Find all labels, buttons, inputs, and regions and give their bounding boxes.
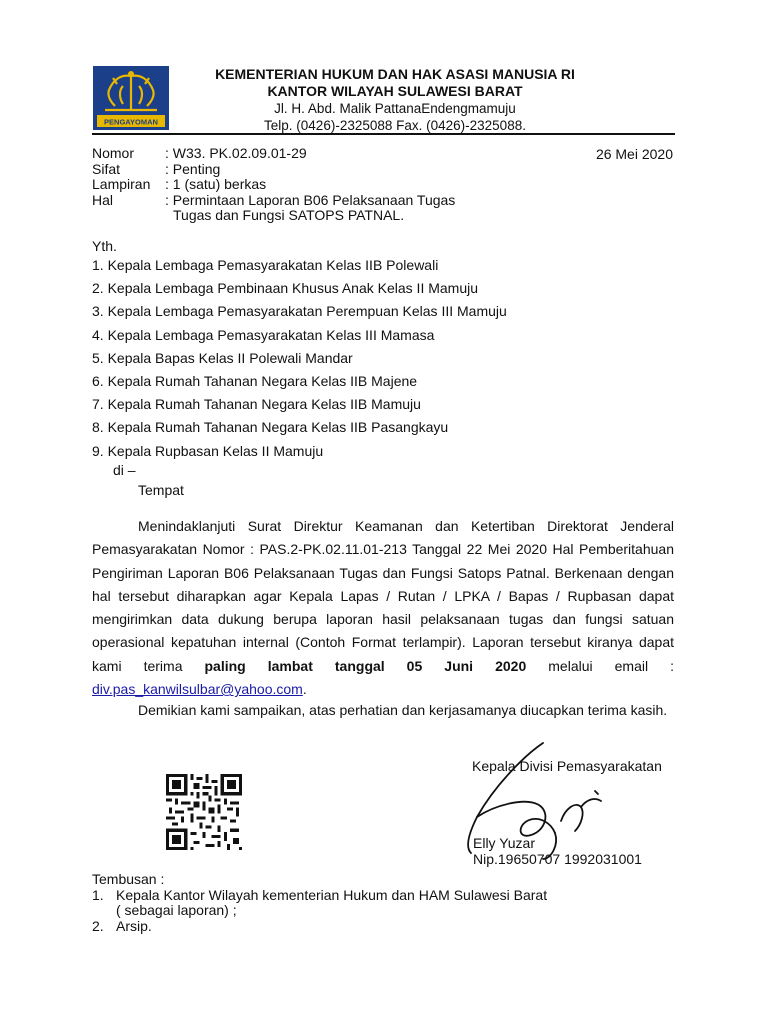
- list-item: 7. Kepala Rumah Tahanan Negara Kelas IIB Mamuju: [92, 396, 421, 413]
- recipients-di: di –: [113, 462, 136, 478]
- signatory-title: Kepala Divisi Pemasyarakatan: [472, 758, 662, 774]
- list-item: 2. Kepala Lembaga Pembinaan Khusus Anak Kelas II Mamuju: [92, 280, 479, 297]
- recipients-greeting: Yth.: [92, 238, 117, 254]
- list-item: 5. Kepala Bapas Kelas II Polewali Mandar: [92, 349, 353, 366]
- hal-label: Hal: [92, 191, 114, 208]
- closing-text: Demikian kami sampaikan, atas perhatian dan kerjasamanya diucapkan terima kasih.: [138, 702, 668, 718]
- tembusan-block: [92, 872, 547, 934]
- lampiran-label: Lampiran: [92, 176, 151, 192]
- tembusan-num: 2.: [92, 917, 104, 934]
- sifat-value: : Penting: [165, 160, 221, 177]
- deadline-text: paling lambat tanggal 05 Juni 2020: [204, 657, 527, 674]
- body-paragraph-2: [92, 699, 674, 722]
- office-address: Jl. H. Abd. Malik PattanaEndengmamuju: [274, 101, 516, 116]
- sifat-label: Sifat: [92, 160, 121, 177]
- header-rule: [92, 133, 675, 135]
- list-item: 9. Kepala Rupbasan Kelas II Mamuju: [92, 442, 324, 459]
- list-item: 8. Kepala Rumah Tahanan Negara Kelas IIB Pasangkayu: [92, 419, 449, 436]
- letter-date: 26 Mei 2020: [595, 146, 673, 162]
- list-item: 1. Kepala Lembaga Pemasyarakatan Kelas IIB Polewali: [92, 257, 439, 273]
- tembusan-num: 1.: [92, 886, 104, 903]
- nomor-value: : W33. PK.02.09.01-29: [165, 145, 307, 161]
- office-contact: Telp. (0426)-2325088 Fax. (0426)-2325088.: [264, 118, 526, 133]
- list-item: Kepala Kantor Wilayah kementerian Hukum dan HAM Sulawesi Barat: [116, 886, 548, 903]
- recipients-tempat: Tempat: [138, 482, 184, 498]
- svg-text:PENGAYOMAN: PENGAYOMAN: [104, 117, 158, 127]
- list-item: 3. Kepala Lembaga Pemasyarakatan Perempuan Kelas III Mamuju: [92, 303, 507, 320]
- hal-value: : Permintaan Laporan B06 Pelaksanaan Tugas: [165, 191, 456, 208]
- list-item: Arsip.: [116, 917, 152, 934]
- office-name: KANTOR WILAYAH SULAWESI BARAT: [267, 83, 523, 99]
- body-text-email-intro: melalui email :: [526, 657, 674, 674]
- body-text: Menindaklanjuti Surat Direktur Keamanan dan Ketertiban Direktorat Jenderal Pemasyarakatan Nomor : PAS.2-PK.02.11.01-213 Tanggal 22 Mei 2020 Hal Pemberitahuan Pengiriman Laporan B06 Pelaksanaan Tugas dan Fungsi Satops Patnal. Berkenaan dengan hal tersebut diharapkan agar Kepala Lapas / Rutan / LPKA / Bapas / Rupbasan dapat mengirimkan data dukung berupa laporan hasil pelaksanaan tugas dan fungsi satuan operasional kepatuhan internal (Contoh Format terlampir). Laporan tersebut kiranya dapat kami terima: [92, 518, 674, 674]
- signatory-name: Elly Yuzar: [473, 835, 535, 851]
- ministry-name: KEMENTERIAN HUKUM DAN HAK ASASI MANUSIA RI: [215, 66, 575, 82]
- list-item-cont: ( sebagai laporan) ;: [116, 902, 237, 918]
- letter-meta: [92, 146, 473, 224]
- lampiran-value: : 1 (satu) berkas: [165, 176, 267, 192]
- recipients-list: [92, 256, 507, 465]
- email-link[interactable]: div.pas_kanwilsulbar@yahoo.com: [92, 681, 303, 698]
- list-item: 4. Kepala Lembaga Pemasyarakatan Kelas III Mamasa: [92, 326, 435, 343]
- ministry-logo: [93, 66, 169, 130]
- hal-value-cont: Tugas dan Fungsi SATOPS PATNAL.: [173, 207, 405, 223]
- letterhead: [180, 66, 610, 134]
- nomor-label: Nomor: [92, 145, 135, 161]
- body-paragraph-1: Menindaklanjuti Surat Direktur Keamanan dan Ketertiban Direktorat Jenderal Pemasyarakatan Nomor : PAS.2-PK.02.11.01-213 Tanggal 22 Mei 2020 Hal Pemberitahuan Pengiriman Laporan B06 Pelaksanaan Tugas dan Fungsi Satops Patnal. Berkenaan dengan hal tersebut diharapkan agar Kepala Lapas / Rutan / LPKA / Bapas / Rupbasan dapat mengirimkan data dukung berupa laporan hasil pelaksanaan tugas dan fungsi satuan operasional kepatuhan internal (Contoh Format terlampir). Laporan tersebut kiranya dapat kami terima paling lambat tanggal 05 Juni 2020 melalui email : div.pas_kanwilsulbar@yahoo.com.: [92, 518, 674, 698]
- tembusan-label: Tembusan :: [92, 871, 165, 887]
- list-item: 6. Kepala Rumah Tahanan Negara Kelas IIB Majene: [92, 372, 418, 389]
- signatory-nip: Nip.19650707 1992031001: [473, 851, 642, 867]
- qr-code: [166, 774, 242, 850]
